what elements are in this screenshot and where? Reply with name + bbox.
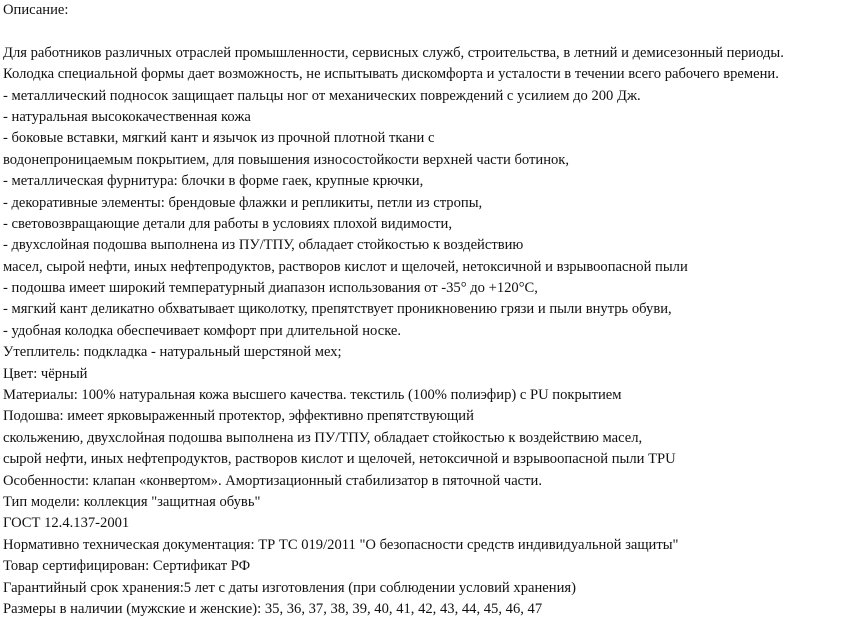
blank-line — [3, 21, 858, 42]
intro-line: Для работников различных отраслей промышленности, сервисных служб, строительства, в летний и демисезонный периоды. — [3, 44, 784, 61]
spec-sole: сырой нефти, иных нефтепродуктов, растворов кислот и щелочей, нетоксичной и взрывоопасной пыли TPU — [3, 451, 676, 468]
spec-sizes: Размеры в наличии (мужские и женские): 35, 36, 37, 38, 39, 40, 41, 42, 43, 44, 45, 46, 47 — [3, 600, 543, 617]
spec-model-type: Тип модели: коллекция "защитная обувь" — [3, 493, 261, 510]
feature-line: - удобная колодка обеспечивает комфорт при длительной носке. — [3, 322, 402, 339]
feature-line: водонепроницаемым покрытием, для повышения износостойкости верхней части ботинок, — [3, 151, 570, 168]
feature-line: - декоративные элементы: брендовые флажки и репликиты, петли из стропы, — [3, 194, 483, 211]
spec-sole: Подошва: имеет ярковыраженный протектор, эффективно препятствующий — [3, 408, 474, 425]
feature-line: - металлический подносок защищает пальцы ног от механических повреждений с усилием до 200 Дж. — [3, 87, 641, 104]
spec-gost: ГОСТ 12.4.137-2001 — [3, 515, 130, 532]
product-description — [3, 0, 858, 620]
description-heading: Описание: — [3, 2, 69, 18]
feature-line: - двухслойная подошва выполнена из ПУ/ТПУ, обладает стойкостью к воздействию — [3, 237, 524, 254]
spec-color: Цвет: чёрный — [3, 365, 88, 382]
spec-warranty: Гарантийный срок хранения:5 лет с даты изготовления (при соблюдении условий хранения) — [3, 579, 576, 596]
spec-certification: Товар сертифицирован: Сертификат РФ — [3, 558, 251, 575]
spec-features: Особенности: клапан «конвертом». Амортизационный стабилизатор в пяточной части. — [3, 472, 542, 489]
intro-line: Колодка специальной формы дает возможность, не испытывать дискомфорта и усталости в течении всего рабочего времени. — [3, 66, 779, 83]
feature-line: - боковые вставки, мягкий кант и язычок из прочной плотной ткани с — [3, 130, 435, 147]
spec-regulation: Нормативно техническая документация: ТР ТС 019/2011 "О безопасности средств индивидуальной защиты" — [3, 536, 679, 553]
spec-insulation: Утеплитель: подкладка - натуральный шерстяной мех; — [3, 344, 342, 361]
feature-line: - световозвращающие детали для работы в условиях плохой видимости, — [3, 215, 452, 232]
feature-line: - мягкий кант деликатно обхватывает щиколотку, препятствует проникновению грязи и пыли внутрь обуви, — [3, 301, 672, 318]
feature-line: - подошва имеет широкий температурный диапазон использования от -35° до +120°С, — [3, 280, 538, 297]
spec-materials: Материалы: 100% натуральная кожа высшего качества. текстиль (100% полиэфир) с PU покрытием — [3, 387, 622, 404]
spec-sole: скольжению, двухслойная подошва выполнена из ПУ/ТПУ, обладает стойкостью к воздействию масел, — [3, 429, 643, 446]
feature-line: масел, сырой нефти, иных нефтепродуктов, растворов кислот и щелочей, нетоксичной и взрывоопасной пыли — [3, 258, 688, 275]
feature-line: - металлическая фурнитура: блочки в форме гаек, крупные крючки, — [3, 173, 424, 190]
feature-line: - натуральная высококачественная кожа — [3, 108, 251, 125]
